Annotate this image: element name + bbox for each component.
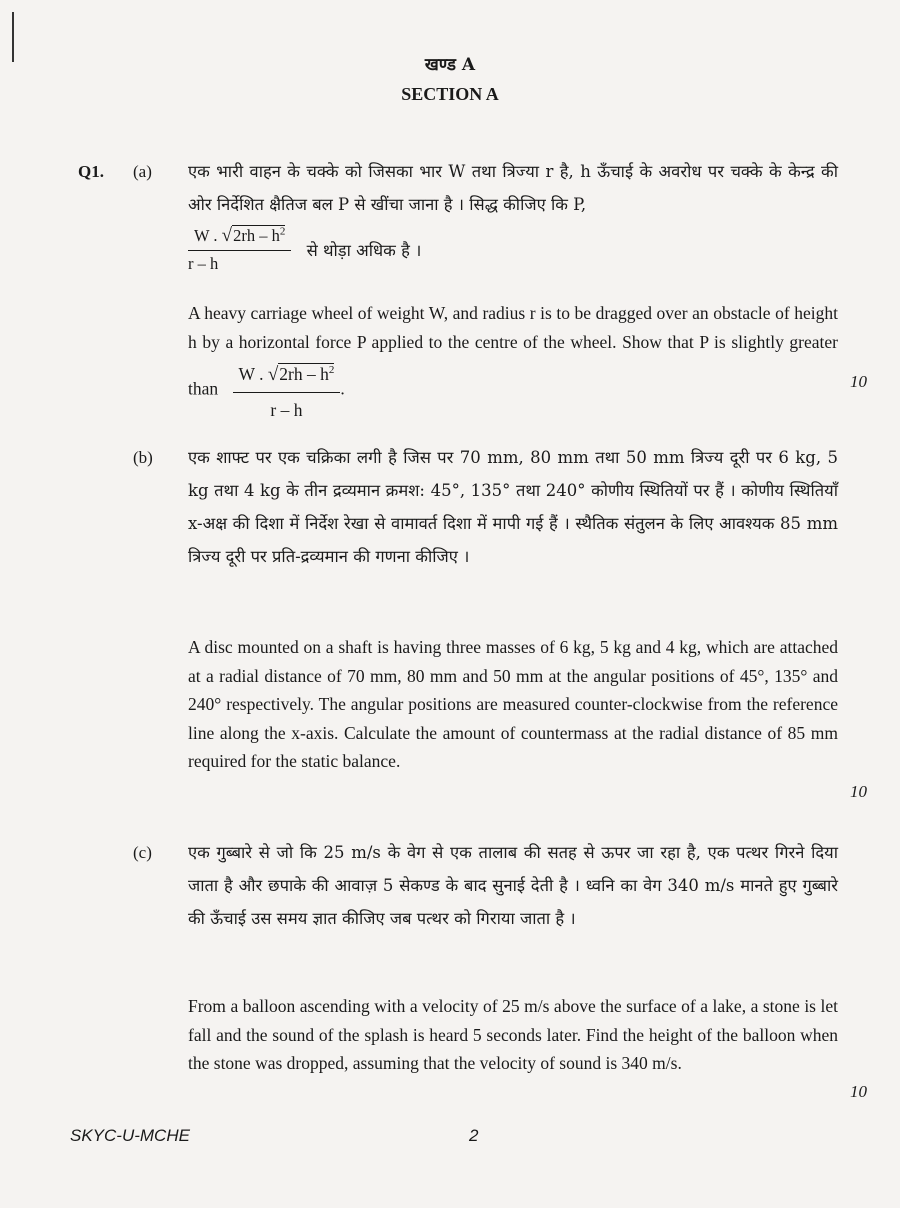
part-c-english: From a balloon ascending with a velocity of 25 m/s above the surface of a lake, a stone is let fall and the sound of the splash is heard 5 seconds later. Find the height of the balloon when the stone was dropped, assuming that the velocity of sound is 340 m/s.	[188, 996, 838, 1073]
part-c-hindi: एक गुब्बारे से जो कि 25 m/s के वेग से एक तालाब की सतह से ऊपर जा रहा है, एक पत्थर गिरने दिया जाता है और छपाके की आवाज़ 5 सेकण्ड के बाद सुनाई देती है । ध्वनि का वेग 340 m/s मानते हुए गुब्बारे की ऊँचाई उस समय ज्ञात कीजिए जब पत्थर को गिराया जाता है ।	[188, 843, 838, 928]
part-b-english: A disc mounted on a shaft is having three masses of 6 kg, 5 kg and 4 kg, which are attached at a radial distance of 70 mm, 80 mm and 50 mm at the angular positions of 45°, 135° and 240° respectively. The angular positions are measured counter-clockwise from the reference line along the x-axis. Calculate the amount of countermass at the radial distance of 85 mm required for the static balance.	[188, 637, 838, 771]
formula-numerator: W . $√2rh - h^2$	[188, 225, 291, 251]
part-label-a: (a)	[133, 162, 152, 181]
part-label-c: (c)	[133, 843, 152, 862]
formula-fraction-hindi	[188, 225, 291, 274]
marks-b: 10	[850, 782, 867, 801]
page-number: 2	[469, 1126, 479, 1145]
paper-code: SKYC-U-MCHE	[70, 1126, 190, 1145]
formula-fraction-english	[233, 356, 341, 425]
part-b-hindi: एक शाफ्ट पर एक चक्रिका लगी है जिस पर 70 mm, 80 mm तथा 50 mm त्रिज्य दूरी पर 6 kg, 5 kg तथा 4 kg के तीन द्रव्यमान क्रमश: 45°, 135° तथा 240° कोणीय स्थितियों पर हैं । कोणीय स्थितियाँ x-अक्ष की दिशा में निर्देश रेखा से वामावर्त दिशा में मापी गई हैं । स्थैतिक संतुलन के लिए आवश्यक 85 mm त्रिज्य दूरी पर प्रति-द्रव्यमान की गणना कीजिए ।	[188, 448, 838, 566]
part-a-hindi-text: एक भारी वाहन के चक्के को जिसका भार W तथा त्रिज्या r है, h ऊँचाई के अवरोध पर चक्के के केन्द्र की ओर निर्देशित क्षैतिज बल P से खींचा जाना है । सिद्ध कीजिए कि P,	[188, 162, 838, 214]
part-a-english-text: A heavy carriage wheel of weight W, and radius r is to be dragged over an obstacle of height h by a horizontal force P applied to the centre of the wheel. Show that P is slightly greater than	[188, 303, 838, 399]
part-label-b: (b)	[133, 448, 153, 467]
formula-numerator: W . $√2rh - h^2$	[233, 356, 341, 393]
question-number: Q1.	[78, 162, 104, 181]
part-a-hindi-formula-line	[188, 225, 588, 274]
marks-c: 10	[850, 1082, 867, 1101]
part-a-english: A heavy carriage wheel of weight W, and radius r is to be dragged over an obstacle of height h by a horizontal force P applied to the centre of the wheel. Show that P is slightly greater than $\frac{W . √2rh - h^2}{r - h}$ .	[188, 299, 838, 425]
marks-a: 10	[850, 372, 867, 391]
section-title-hindi: खण्ड A	[424, 55, 476, 75]
part-a-hindi-tail: से थोड़ा अधिक है ।	[306, 241, 422, 260]
formula-denominator: r – h	[188, 254, 219, 273]
part-a-hindi	[188, 155, 838, 221]
formula-denominator: r – h	[270, 400, 303, 421]
section-title: SECTION A	[401, 84, 499, 104]
